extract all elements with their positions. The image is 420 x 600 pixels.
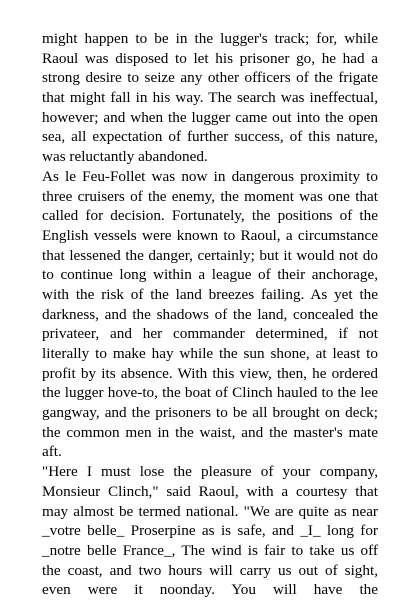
text-line: English vessels were known to Raoul, a circumstance <box>42 226 378 244</box>
text-line: with the risk of the land breezes failing. As yet the <box>42 285 378 303</box>
text-line: to continue long within a league of their anchorage, <box>42 266 378 284</box>
text-line: As le Feu-Follet was now in dangerous proximity to <box>42 167 378 185</box>
text-line: may almost be termed national. "We are quite as near <box>42 502 378 520</box>
text-line: literally to make hay while the sun shone, at least to <box>42 345 378 362</box>
text-line: darkness, and the shadows of the land, concealed the <box>42 305 378 323</box>
text-line: however; and when the lugger came out into the open <box>42 108 378 126</box>
text-line: three cruisers of the enemy, the moment was one that <box>42 187 378 205</box>
text-line: privateer, and her commander determined, if not <box>42 325 378 343</box>
text-line: _notre belle France_, The wind is fair to take us off <box>42 541 378 559</box>
text-line: "Here I must lose the pleasure of your company, <box>42 463 378 481</box>
text-line: sea, all expectation of further success, of this nature, <box>42 128 378 146</box>
text-line: strong desire to seize any other officers of the frigate <box>42 69 378 87</box>
text-line: was reluctantly abandoned. <box>42 148 208 166</box>
text-line: the coast, and two hours will carry us out of sight, <box>42 561 378 579</box>
text-line: _votre belle_ Proserpine as is safe, and _I_ long for <box>42 522 378 540</box>
text-line: aft. <box>42 443 62 461</box>
text-line: that might fall in his way. The search was ineffectual, <box>42 89 378 107</box>
text-line: Monsieur Clinch," said Raoul, with a courtesy that <box>42 482 378 500</box>
text-line: that lessened the danger, certainly; but it would not do <box>42 246 378 264</box>
text-line: Raoul was disposed to let his prisoner go, he had a <box>42 49 378 67</box>
text-line: even were it noonday. You will have the <box>42 581 378 599</box>
body-text <box>42 29 378 600</box>
text-line: called for decision. Fortunately, the positions of the <box>42 207 378 225</box>
text-line: the common men in the waist, and the master's mate <box>42 423 378 441</box>
text-line: might happen to be in the lugger's track; for, while <box>42 30 378 47</box>
text-line: gangway, and the prisoners to be all brought on deck; <box>42 404 378 422</box>
text-line: profit by its absence. With this view, then, he ordered <box>42 364 378 382</box>
text-line: the lugger hove-to, the boat of Clinch hauled to the lee <box>42 384 378 402</box>
